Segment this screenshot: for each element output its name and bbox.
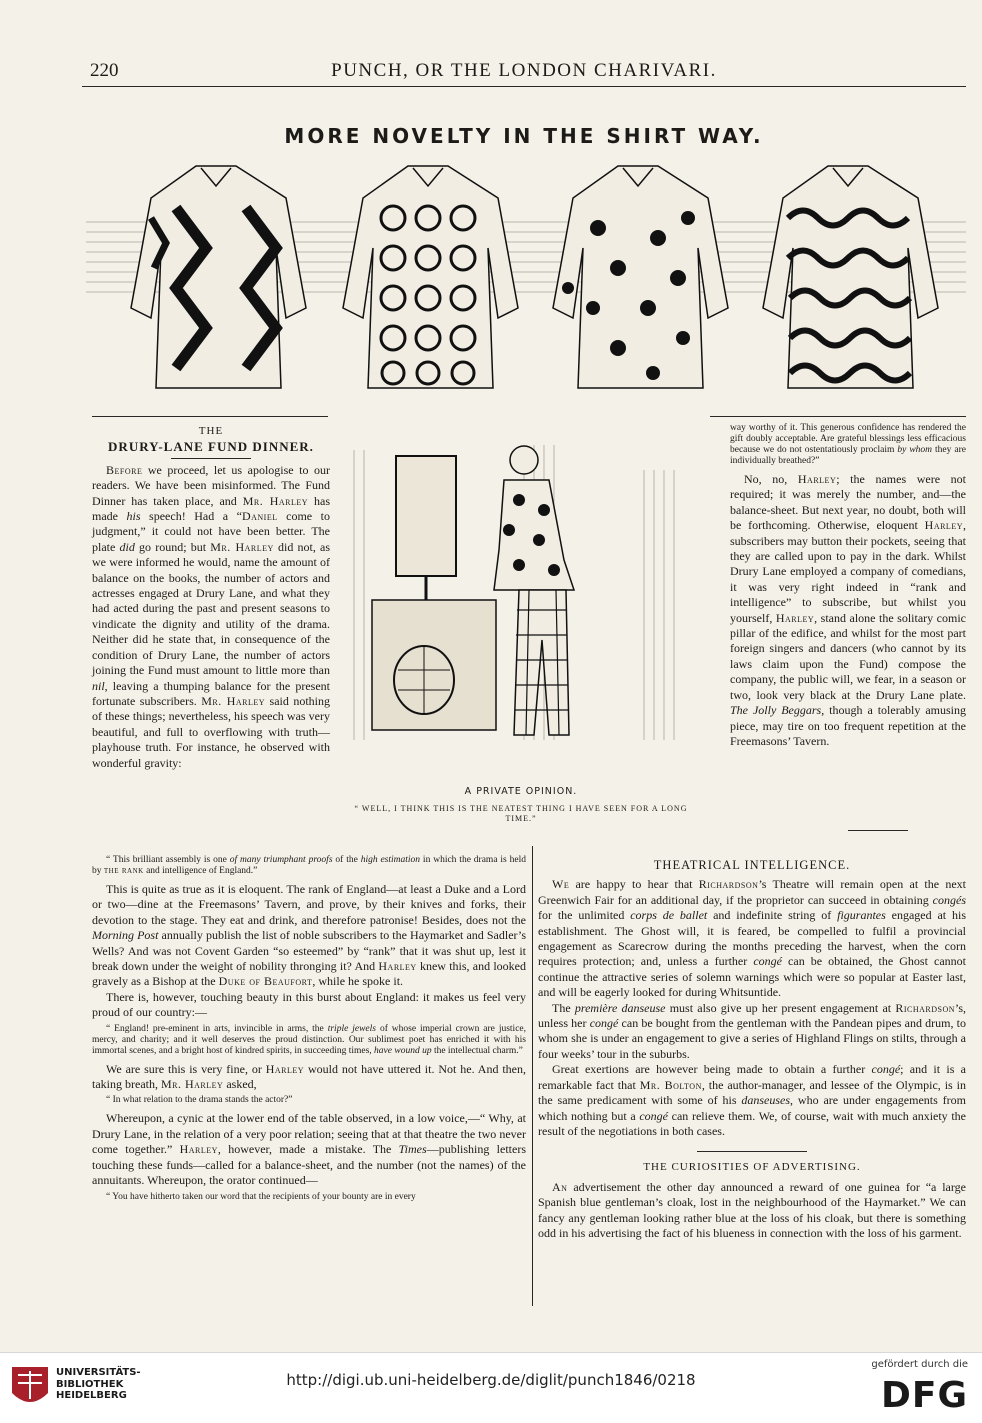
shirt-zigzag xyxy=(131,166,306,388)
man-head xyxy=(510,446,538,474)
paragraph: No, no, Harley; the names were not required; it was merely the number, and—the balance-sheet. But next year, no doubt, both will be forthcoming. Otherwise, eloquent Harley, subscribers may button their pockets, seeing that they are called upon to pay in the dark. Whilst Drury Lane employed a company of comedians, it was very right indeed in “rank and intelligence” to subscribe, but whilst you yourself, Harley, stand alone the solitary comic pillar of the edifice, and whilst for the most part foreign singers and dancers (who cannot by its laws claim upon the Fund) compose the company, the public will, we fear, in a season or two, look very black at the Drury Lane plate. The Jolly Beggars, though a tolerably amusing piece, may tire on too frequent repetition at the Freemasons’ Tavern. xyxy=(730,472,966,748)
quote: “ In what relation to the drama stands the actor?” xyxy=(106,1095,293,1106)
rule-right xyxy=(710,416,966,417)
paragraph: We are sure this is very fine, or Harley would not have uttered it. Not he. And then, taking breath, Mr. Harley asked, xyxy=(92,1061,526,1092)
shirt-spots xyxy=(553,166,728,388)
section-heading: THE CURIOSITIES OF ADVERTISING. xyxy=(643,1161,861,1174)
paragraph: Before we proceed, let us apologise to our readers. We have been misinformed. The Fund Dinner has taken place, and Mr. Harley has made his speech! Had a “Daniel come to judgment,” it could not have been better. The plate did go round; but Mr. Harley did not, as we were informed he would, name the amount of balance on the books, the number of actors and actresses engaged at Drury Lane, and what they had acted during the past and present seasons to vindicate the dignity and utility of the drama. Neither did he state that, in consequence of the condition of Drury Lane, the number of actors joining the Fund must amount to little more than nil, leaving a thumping balance for the present fortunate subscribers. Mr. Harley said nothing of these things; nevertheless, his speech was very beautiful, and full to overflowing with truth—playhouse truth. For instance, he observed with wonderful gravity: xyxy=(92,462,331,770)
paragraph: We are happy to hear that Richardson’s Theatre will remain open at the next Greenwich Fair for an additional day, if the proprietor can succeed in obtaining congés for the unlimited corps de ballet and indefinite string of figurantes engaged at his establishment. The Ghost will, it is feared, be compelled to fulfil a provincial engagement as Scarecrow during the months preceding the harvest, when the corn requires protection; and, unless a further congé can be obtained, the Ghost cannot continue the attractive series of solemn warnings which were so popular at Easter last, and will be eagerly looked for during Whitsuntide. xyxy=(538,877,966,1000)
shirt-waves xyxy=(763,166,938,388)
washstand xyxy=(372,600,496,730)
dfg-logo: DFG xyxy=(880,1375,968,1416)
paragraph: The première danseuse must also give up her present engagement at Richardson’s, unless her congé can be bought from the gentleman with the Pandean pipes and drum, to whom she is under an engagement to give a series of Highland Flings on stilts, through a four weeks’ tour in the suburbs. xyxy=(538,1000,967,1061)
university-name: UNIVERSITÄTS- BIBLIOTHEK HEIDELBERG xyxy=(56,1367,141,1401)
paragraph: This is quite as true as it is eloquent. The rank of England—at least a Duke and a Lord or two—dine at the Freemasons’ Tavern, and prove, by their knives and forks, their devotion to the stage. They eat and drink, and therefore patronise! Besides, does not the Morning Post annually publish the list of noble subscribers to the Haymarket and Sadler’s Wells? And was not Covent Garden “so esteemed” by “rank” that it was shut up, lest it break down under the weight of nobility thronging it? And Harley knew this, and looked gravely as a Bishop at the Duke of Beaufort, while he spoke it. xyxy=(92,882,526,989)
heading-rule xyxy=(171,458,251,459)
mirror xyxy=(396,456,456,576)
cartoon-caption: A PRIVATE OPINION. xyxy=(464,786,578,797)
shirt-rings xyxy=(343,166,518,388)
illustration-title: MORE NOVELTY IN THE SHIRT WAY. xyxy=(284,124,764,148)
running-head: PUNCH, OR THE LONDON CHARIVARI. xyxy=(331,60,717,81)
paragraph: Whereupon, a cynic at the lower end of the table observed, in a low voice,—“ Why, at Drury Lane, in the relation of a very poor relation; seeing that at that theatre the two never come together.” Harley, however, made a mistake. The Times—publishing letters touching these funds—called for a balance-sheet, and the number (not the names) of the annuitants. Whereupon, the orator continued— xyxy=(92,1111,526,1188)
paragraph: There is, however, touching beauty in this burst about England: it makes us feel very proud of our country:— xyxy=(92,989,526,1020)
quote: “ England! pre-eminent in arts, invincible in arms, the triple jewels of whose imperial crown are justice, mercy, and charity; and it well deserves the proud distinction. Our sublimest poet has enriched it with his immortal scenes, and a bright host of kindred spirits, in succeeding times, have wound up the intellectual charm.” xyxy=(92,1023,527,1056)
page-header xyxy=(82,56,966,87)
quote: way worthy of it. This generous confidence has rendered the gift doubly acceptable. Are grateful blessings less efficacious because we do not ostentatiously proclaim by whom they are individually breathed?” xyxy=(730,423,966,466)
section-rule xyxy=(697,1151,807,1152)
rule-left xyxy=(92,416,328,417)
paragraph: Great exertions are however being made to obtain a further congé; and it is a remarkable fact that Mr. Bolton, the author-manager, and lessee of the Olympic, is in the same predicament with some of his danseuses, who are under engagements from which nothing but a congé can relieve them. We, of course, wait with much anxiety the result of the negotiations in both cases. xyxy=(538,1062,967,1138)
article-kicker: THE xyxy=(198,425,224,437)
column-divider xyxy=(532,846,533,1306)
funded-by-label: gefördert durch die xyxy=(871,1359,968,1370)
paragraph: An advertisement the other day announced a reward of one guinea for “a large Spanish blue gentleman’s cloak, lost in the neighbourhood of the Haymarket.” We can fancy any gentleman looking rather blue at the loss of his cloak, but there is something odd in his advertising the fact of his blueness in connection with the loss of his garment. xyxy=(538,1179,966,1240)
right-wide-column xyxy=(538,858,966,1241)
article-heading: DRURY-LANE FUND DINNER. xyxy=(108,439,314,455)
left-column xyxy=(92,424,330,771)
cartoon-illustration xyxy=(344,440,698,758)
page-number: 220 xyxy=(90,60,119,81)
shirts-illustration xyxy=(86,152,966,410)
digitization-footer xyxy=(0,1352,982,1423)
source-url[interactable]: http://digi.ub.uni-heidelberg.de/diglit/punch1846/0218 xyxy=(286,1371,696,1389)
cartoon-subcaption: “ WELL, I THINK THIS IS THE NEATEST THING I HAVE SEEN FOR A LONG TIME.” xyxy=(354,804,688,823)
section-heading: THEATRICAL INTELLIGENCE. xyxy=(653,858,851,872)
short-rule xyxy=(848,830,908,831)
left-wide-column xyxy=(92,852,526,1208)
quote: “ You have hitherto taken our word that the recipients of your bounty are in every xyxy=(106,1191,416,1202)
quote: “ This brilliant assembly is one of many triumphant proofs of the high estimation in which the drama is held by the rank and intelligence of England.” xyxy=(92,855,526,876)
right-column xyxy=(730,420,966,749)
